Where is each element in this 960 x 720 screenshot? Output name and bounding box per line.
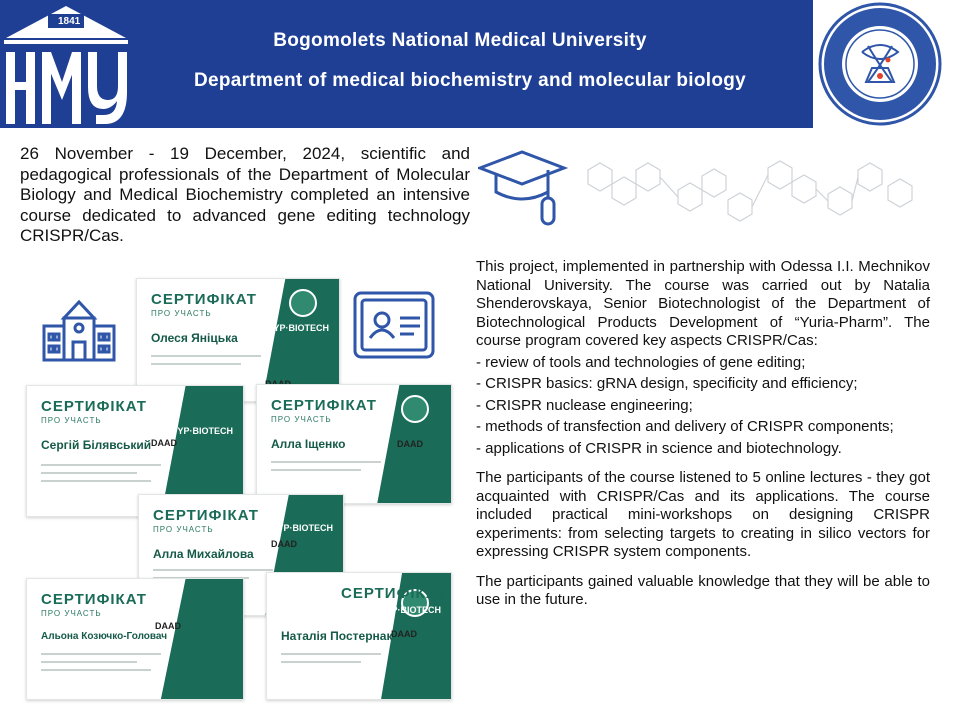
certificate-title: СЕРТИФІКАТ bbox=[153, 507, 259, 524]
participants-paragraph: The participants of the course listened to 5 online lectures - they got acquainted with CRISPR/Cas and its applications. The course included practical mini-workshops on designing CRISPR experiments: from selecting targets to creating in silico vectors for expressing CRISPR system components. bbox=[476, 469, 930, 560]
program-item: - applications of CRISPR in science and biotechnology. bbox=[476, 439, 842, 457]
header-banner bbox=[0, 0, 813, 128]
certificate-card bbox=[266, 572, 452, 700]
department-seal-icon bbox=[818, 2, 942, 126]
certificate-subtitle: ПРО УЧАСТЬ bbox=[41, 416, 102, 425]
graduation-cap-icon bbox=[478, 150, 928, 232]
intro-paragraph: 26 November - 19 December, 2024, scientific and pedagogical professionals of the Department of Molecular Biology and Medical Biochemistry completed an intensive course dedicated to advanced gene editing technology CRISPR/Cas. bbox=[20, 144, 470, 245]
program-item: - methods of transfection and delivery of CRISPR components; bbox=[476, 418, 894, 435]
certificate-name: Олеся Яніцька bbox=[151, 331, 238, 345]
certificate-brand: YP·BIOTECH bbox=[277, 523, 333, 533]
university-building-icon bbox=[40, 296, 118, 364]
certificate-name: Алла Іщенко bbox=[271, 437, 346, 451]
program-item: - CRISPR basics: gRNA design, specificity and efficiency; bbox=[476, 375, 858, 392]
conclusion-paragraph: The participants gained valuable knowledge that they will be able to use in the future. bbox=[476, 572, 930, 608]
certificate-partner: DAAD bbox=[391, 629, 417, 639]
certificate-brand: YP·BIOTECH bbox=[385, 605, 441, 615]
university-logo bbox=[0, 0, 132, 128]
certificate-partner: DAAD bbox=[271, 539, 297, 549]
logo-year: 1841 bbox=[58, 16, 81, 27]
certificate-brand: YP·BIOTECH bbox=[177, 426, 233, 436]
certificate-name: Сергій Білявський bbox=[41, 438, 152, 452]
certificate-name: Алла Михайлова bbox=[153, 547, 254, 561]
certificate-name: Альона Козючко-Головач bbox=[41, 631, 168, 642]
department-seal bbox=[818, 2, 942, 126]
department-name: Department of medical biochemistry and molecular biology bbox=[193, 70, 747, 91]
certificate-title: СЕРТИФІКАТ bbox=[41, 591, 147, 608]
certificate-seal-icon bbox=[289, 289, 317, 317]
certificate-subtitle: ПРО УЧАСТЬ bbox=[271, 415, 332, 424]
program-item: - CRISPR nuclease engineering; bbox=[476, 396, 693, 414]
certificate-name: Наталія Постернак bbox=[281, 629, 393, 643]
article-body bbox=[476, 258, 930, 610]
project-paragraph: This project, implemented in partnership with Odessa I.I. Mechnikov National University. The course was carried out by Natalia Shenderovskaya, Senior Biotechnologist of the Department of Biotechnological Products Development of “Yuria-Pharm”. The course program covered key aspects CRISPR/Cas: bbox=[476, 258, 930, 349]
certificate-subtitle: ПРО УЧАСТЬ bbox=[153, 525, 214, 534]
certificate-title: СЕРТИФІКАТ bbox=[341, 585, 447, 602]
certificate-brand: YP·BIOTECH bbox=[273, 323, 329, 333]
certificate-card bbox=[256, 384, 452, 504]
certificate-title: СЕРТИФІКАТ bbox=[271, 397, 377, 414]
id-card-icon bbox=[352, 290, 436, 360]
university-name: Bogomolets National Medical University bbox=[273, 30, 647, 51]
certificate-card bbox=[26, 578, 244, 700]
certificate-title: СЕРТИФІКАТ bbox=[151, 291, 257, 308]
certificate-partner: DAAD bbox=[151, 438, 177, 448]
education-graphic bbox=[478, 150, 928, 232]
program-item: - review of tools and technologies of gene editing; bbox=[476, 353, 806, 371]
certificate-partner: DAAD bbox=[155, 621, 181, 631]
certificate-title: СЕРТИФІКАТ bbox=[41, 398, 147, 415]
certificate-partner: DAAD bbox=[397, 439, 423, 449]
certificate-subtitle: ПРО УЧАСТЬ bbox=[151, 309, 212, 318]
certificate-subtitle: ПРО УЧАСТЬ bbox=[41, 609, 102, 618]
certificate-seal-icon bbox=[401, 395, 429, 423]
